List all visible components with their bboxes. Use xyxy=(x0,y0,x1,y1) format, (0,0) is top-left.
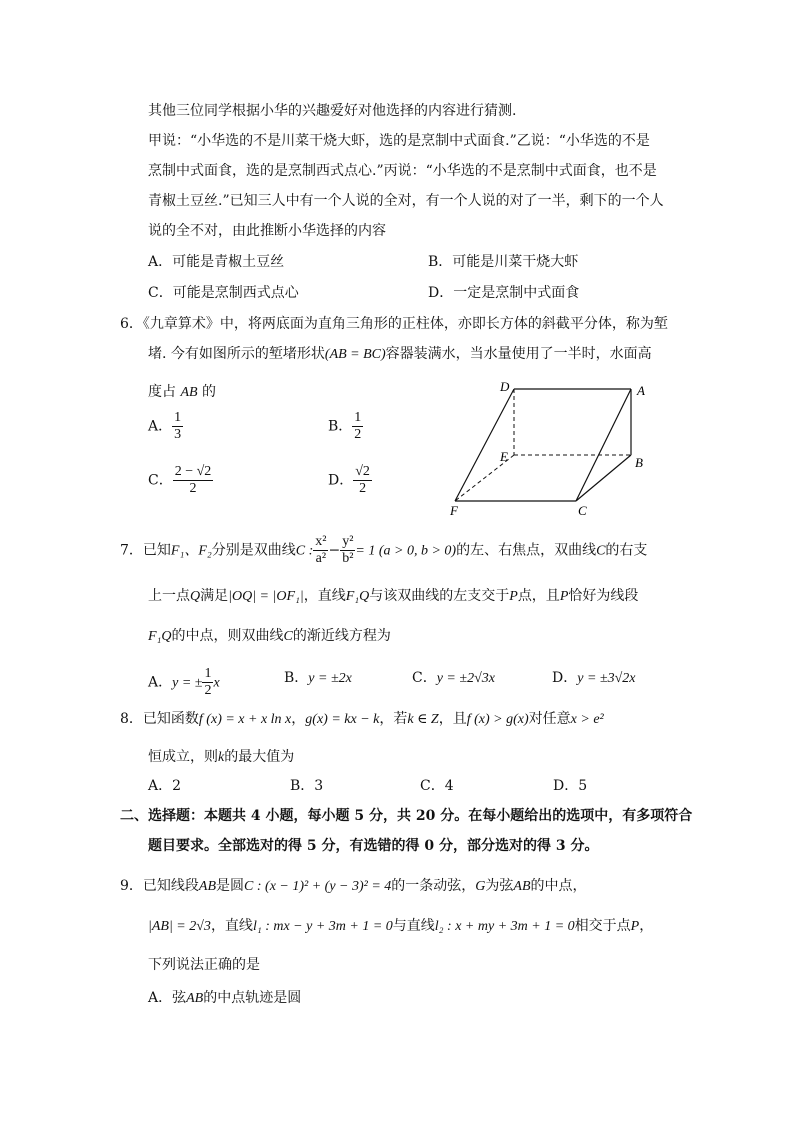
q9-line-2-d: ， xyxy=(639,918,654,934)
q6-line-2-text-b: 容器装满水，当水量使用了一半时，水面高 xyxy=(385,346,652,362)
q5-text-line-2: 烹制中式面食，选的是烹制西式点心.”丙说：“小华选的不是烹制中式面食，也不是 xyxy=(148,163,657,179)
q7-line-2-c: ，直线 xyxy=(303,588,346,604)
q6-option-b-den: 2 xyxy=(354,427,362,442)
q8-k-in-z: k ∈ Z xyxy=(407,712,439,727)
q9-g: G xyxy=(475,879,486,894)
q6-option-d xyxy=(328,464,372,497)
q7-line-2-b: 满足 xyxy=(200,588,229,604)
q9-l1: l₁ : mx − y + 3m + 1 = 0 xyxy=(252,919,393,934)
q5-option-a: A．可能是青椒土豆丝 xyxy=(148,254,285,270)
q6-option-b-num: 1 xyxy=(354,410,362,425)
q7-line-2 xyxy=(148,586,638,607)
q9-l2: l₂ : x + my + 3m + 1 = 0 xyxy=(434,919,575,934)
label-d: D xyxy=(500,379,510,394)
q9-line-2-b: 与直线 xyxy=(392,918,435,934)
q8-line-1-d: ，且 xyxy=(438,711,467,727)
q9-line-2 xyxy=(148,916,653,937)
q6-option-c-label: C． xyxy=(148,472,173,489)
q6-ab-eq-bc: (AB = BC) xyxy=(324,347,386,362)
q6-option-d-num: √2 xyxy=(355,464,370,479)
q5-option-d: D．一定是烹制中式面食 xyxy=(428,285,580,301)
q6-option-b xyxy=(328,410,363,443)
q6-option-d-label: D． xyxy=(328,472,354,489)
q7-line-1-a: 7．已知 xyxy=(120,542,171,559)
q6-line-2 xyxy=(148,344,652,365)
q6-line-3-text-b: 的 xyxy=(202,384,217,400)
q9-line-2-a: ，直线 xyxy=(210,918,253,934)
q7-frac-x-num: x² xyxy=(315,534,327,549)
q8-x-gt-e2: x > e² xyxy=(570,712,604,727)
label-b: B xyxy=(635,455,643,470)
q9-option-a xyxy=(148,988,301,1009)
q7-line-1 xyxy=(120,534,647,567)
q9-circle-eq: C : (x − 1)² + (y − 3)² = 4 xyxy=(244,879,392,894)
label-f: F xyxy=(450,503,458,518)
q9-ab-length: |AB| = 2√3 xyxy=(148,919,211,934)
q7-c-2: C xyxy=(283,629,293,644)
edge-df xyxy=(455,389,514,501)
q7-option-a-pre: y = ± xyxy=(172,675,203,691)
section-2-heading-line-2: 题目要求。全部选对的得 5 分，有选错的得 0 分，部分选对的得 3 分。 xyxy=(148,838,599,854)
q5-intro: 其他三位同学根据小华的兴趣爱好对他选择的内容进行猜测. xyxy=(148,103,517,119)
q9-option-a-math: AB xyxy=(186,991,204,1006)
q9-option-a-b: 的中点轨迹是圆 xyxy=(203,990,302,1006)
q7-frac-x xyxy=(313,534,328,567)
q6-option-c-fraction xyxy=(173,464,214,497)
q6-option-c-num: 2 − √2 xyxy=(174,464,212,479)
q6-option-a-label: A． xyxy=(148,418,173,435)
q7-frac-x-den: a² xyxy=(315,551,327,566)
q7-option-b-math: y = ±2x xyxy=(308,671,352,686)
q7-line-1-c: 的左、右焦点，双曲线 xyxy=(456,542,597,559)
q7-line-2-d: 与该双曲线的左支交于 xyxy=(369,588,510,604)
q7-f1q-2: F₁Q xyxy=(148,629,172,644)
q5-text-line-1: 甲说：“小华选的不是川菜干烧大虾，选的是烹制中式面食.”乙说：“小华选的不是 xyxy=(148,133,650,149)
q9-line-1-b: 是圆 xyxy=(216,878,245,894)
q7-option-a-fraction xyxy=(202,666,213,699)
q7-option-b-label: B． xyxy=(284,670,309,686)
q7-option-a-label: A． xyxy=(148,674,173,691)
q6-option-a-den: 3 xyxy=(174,427,182,442)
q6-line-2-text-a: 堵. 今有如图所示的堑堵形状 xyxy=(148,346,325,362)
q5-option-b: B．可能是川菜干烧大虾 xyxy=(428,254,579,270)
edge-cb xyxy=(576,455,631,501)
q7-line-2-e: 点，且 xyxy=(517,588,560,604)
q5-text-line-4: 说的全不对，由此推断小华选择的内容 xyxy=(148,223,386,239)
q9-line-3: 下列说法正确的是 xyxy=(148,957,260,973)
q7-p-2: P xyxy=(559,589,569,604)
q8-option-b: B．3 xyxy=(290,778,324,794)
q7-frac-y-den: b² xyxy=(342,551,354,566)
q6-option-a-num: 1 xyxy=(174,410,182,425)
q7-foci: F₁、F₂ xyxy=(170,543,212,559)
q5-text-line-3: 青椒土豆丝.”已知三人中有一个人说的全对，有一个人说的对了一半，剩下的一个人 xyxy=(148,193,664,209)
q9-option-a-a: A．弦 xyxy=(148,990,187,1006)
q6-ab: AB xyxy=(180,385,198,400)
q9-p: P xyxy=(630,919,640,934)
q8-k: k xyxy=(218,750,225,765)
q9-ab-2: AB xyxy=(513,879,531,894)
q7-f1q: F₁Q xyxy=(345,589,370,604)
q8-line-2 xyxy=(148,747,294,768)
q8-line-1-b: ， xyxy=(291,711,306,727)
q8-option-d: D．5 xyxy=(553,778,588,794)
q7-option-a-post: x xyxy=(213,675,220,691)
q8-g-def: g(x) = kx − k xyxy=(305,712,380,727)
q9-line-1-a: 9．已知线段 xyxy=(120,878,199,894)
q7-option-d xyxy=(552,668,635,689)
q7-line-3 xyxy=(148,626,391,647)
q6-option-d-den: 2 xyxy=(359,481,367,496)
q7-option-c-math: y = ±2√3x xyxy=(436,671,495,686)
q7-option-d-math: y = ±3√2x xyxy=(577,671,636,686)
edge-ac xyxy=(576,389,631,501)
q5-option-c: C．可能是烹制西式点心 xyxy=(148,285,299,301)
q8-line-2-a: 恒成立，则 xyxy=(148,749,218,765)
q7-c: C xyxy=(596,543,606,559)
q7-option-d-label: D． xyxy=(552,670,578,686)
q7-frac-y-num: y² xyxy=(342,534,354,549)
q7-line-1-b: 分别是双曲线 xyxy=(211,542,296,559)
q7-option-c-label: C． xyxy=(412,670,437,686)
q8-f-gt-g: f (x) > g(x) xyxy=(466,712,529,727)
q6-option-b-fraction xyxy=(352,410,363,443)
q8-f-def: f (x) = x + x ln x xyxy=(198,712,292,727)
q8-option-c: C．4 xyxy=(420,778,454,794)
q7-oq-of1: |OQ| = |OF₁| xyxy=(228,589,304,604)
q8-line-1-e: 对任意 xyxy=(528,711,571,727)
q7-line-3-b: 的渐近线方程为 xyxy=(292,628,391,644)
q7-option-b xyxy=(284,668,352,689)
q7-option-a-den: 2 xyxy=(204,683,212,698)
q7-line-2-f: 恰好为线段 xyxy=(568,588,639,604)
q6-option-c xyxy=(148,464,213,497)
q7-line-1-d: 的右支 xyxy=(605,542,648,559)
q7-eq-condition: = 1 (a > 0, b > 0) xyxy=(355,543,457,559)
q7-p: P xyxy=(509,589,518,604)
q6-option-a-fraction xyxy=(172,410,183,443)
q9-line-2-c: 相交于点 xyxy=(574,918,631,934)
section-2-heading-line-1: 二、选择题：本题共 4 小题，每小题 5 分，共 20 分。在每小题给出的选项中，有多项符合 xyxy=(120,808,693,824)
q7-line-2-a: 上一点 xyxy=(148,588,190,604)
label-c: C xyxy=(578,503,587,518)
q7-minus: − xyxy=(328,542,341,559)
q7-hyperbola-name: C : xyxy=(295,543,314,559)
q6-option-b-label: B． xyxy=(328,418,353,435)
q7-option-a xyxy=(148,666,220,699)
q7-line-3-a: 的中点，则双曲线 xyxy=(171,628,284,644)
q9-ab: AB xyxy=(198,879,217,894)
label-e: E xyxy=(500,449,508,464)
q8-line-1-a: 8．已知函数 xyxy=(120,711,199,727)
q9-line-1 xyxy=(120,876,587,897)
q9-line-1-e: 的中点， xyxy=(530,878,587,894)
q6-option-d-fraction xyxy=(353,464,372,497)
q6-option-c-den: 2 xyxy=(189,481,197,496)
q8-line-2-b: 的最大值为 xyxy=(224,749,295,765)
q7-frac-y xyxy=(340,534,355,567)
q8-option-a: A．2 xyxy=(148,778,182,794)
q6-line-1: 6．《九章算术》中，将两底面为直角三角形的正柱体，亦即长方体的斜截平分体，称为堑 xyxy=(120,316,668,332)
q8-line-1-c: ，若 xyxy=(379,711,408,727)
q7-option-a-num: 1 xyxy=(204,666,212,681)
q7-option-c xyxy=(412,668,495,689)
label-a: A xyxy=(637,383,645,398)
q6-prism-figure xyxy=(440,375,660,520)
q6-option-a xyxy=(148,410,183,443)
q9-line-1-d: 为弦 xyxy=(485,878,514,894)
q6-line-3-text-a: 度占 xyxy=(148,384,176,400)
q8-line-1 xyxy=(120,709,604,730)
q9-line-1-c: 的一条动弦， xyxy=(391,878,476,894)
q6-line-3 xyxy=(148,382,216,403)
q7-q: Q xyxy=(190,589,201,604)
